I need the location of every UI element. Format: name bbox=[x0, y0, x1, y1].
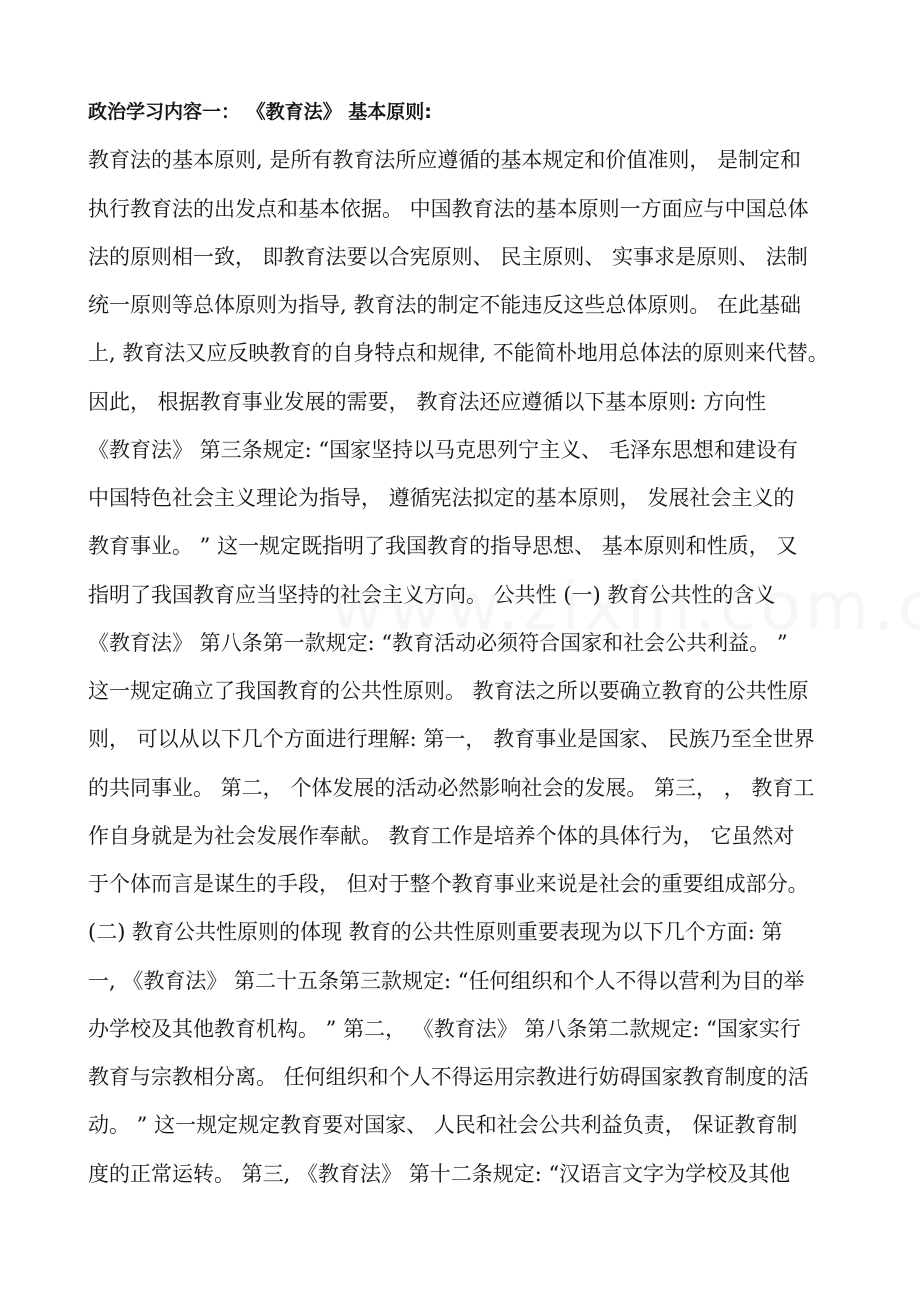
paragraph-line: 一, 《教育法》 第二十五条第三款规定: “任何组织和个人不得以营利为目的举 bbox=[88, 969, 805, 993]
paragraph-line: 法的原则相一致， 即教育法要以合宪原则、 民主原则、 实事求是原则、 法制 bbox=[88, 245, 808, 269]
paragraph-line: 《教育法》 第八条第一款规定: “教育活动必须符合国家和社会公共利益。 ” bbox=[88, 631, 788, 655]
paragraph-line: 则， 可以从以下几个方面进行理解: 第一， 教育事业是国家、 民族乃至全世界 bbox=[88, 727, 815, 751]
paragraph-line: 办学校及其他教育机构。 ” 第二， 《教育法》 第八条第二款规定: “国家实行 bbox=[88, 1017, 801, 1041]
paragraph-line: 教育法的基本原则, 是所有教育法所应遵循的基本规定和价值准则， 是制定和 bbox=[88, 148, 802, 172]
paragraph-line: 于个体而言是谋生的手段， 但对于整个教育事业来说是社会的重要组成部分。 bbox=[88, 872, 809, 896]
paragraph-line: 度的正常运转。 第三, 《教育法》 第十二条规定: “汉语言文字为学校及其他 bbox=[88, 1162, 791, 1186]
paragraph-line: 统一原则等总体原则为指导, 教育法的制定不能违反这些总体原则。 在此基础 bbox=[88, 293, 802, 317]
paragraph-line: 中国特色社会主义理论为指导， 遵循宪法拟定的基本原则， 发展社会主义的 bbox=[88, 486, 795, 510]
paragraph-line: 《教育法》 第三条规定: “国家坚持以马克思列宁主义、 毛泽东思想和建设有 bbox=[88, 438, 798, 462]
paragraph-line: 因此， 根据教育事业发展的需要， 教育法还应遵循以下基本原则: 方向性 bbox=[88, 390, 767, 414]
paragraph-line: (二) 教育公共性原则的体现 教育的公共性原则重要表现为以下几个方面: 第 bbox=[88, 920, 783, 944]
paragraph-line: 动。 ” 这一规定规定教育要对国家、 人民和社会公共利益负责， 保证教育制 bbox=[88, 1113, 798, 1137]
paragraph-line: 教育与宗教相分离。 任何组织和个人不得运用宗教进行妨碍国家教育制度的活 bbox=[88, 1065, 809, 1089]
paragraph-line: 作自身就是为社会发展作奉献。 教育工作是培养个体的具体行为， 它虽然对 bbox=[88, 824, 795, 848]
paragraph-line: 执行教育法的出发点和基本依据。 中国教育法的基本原则一方面应与中国总体 bbox=[88, 197, 809, 221]
paragraph-line: 指明了我国教育应当坚持的社会主义方向。 公共性 (一) 教育公共性的含义 bbox=[88, 583, 776, 607]
paragraph-line: 教育事业。 ” 这一规定既指明了我国教育的指导思想、 基本原则和性质， 又 bbox=[88, 534, 798, 558]
document-title: 政治学习内容一： 《教育法》 基本原则: bbox=[88, 101, 432, 123]
paragraph-line: 这一规定确立了我国教育的公共性原则。 教育法之所以要确立教育的公共性原 bbox=[88, 679, 809, 703]
paragraph-line: 上, 教育法又应反映教育的自身特点和规律, 不能简朴地用总体法的原则来代替。 bbox=[88, 341, 829, 365]
paragraph-line: 的共同事业。 第二， 个体发展的活动必然影响社会的发展。 第三， ， 教育工 bbox=[88, 776, 815, 800]
